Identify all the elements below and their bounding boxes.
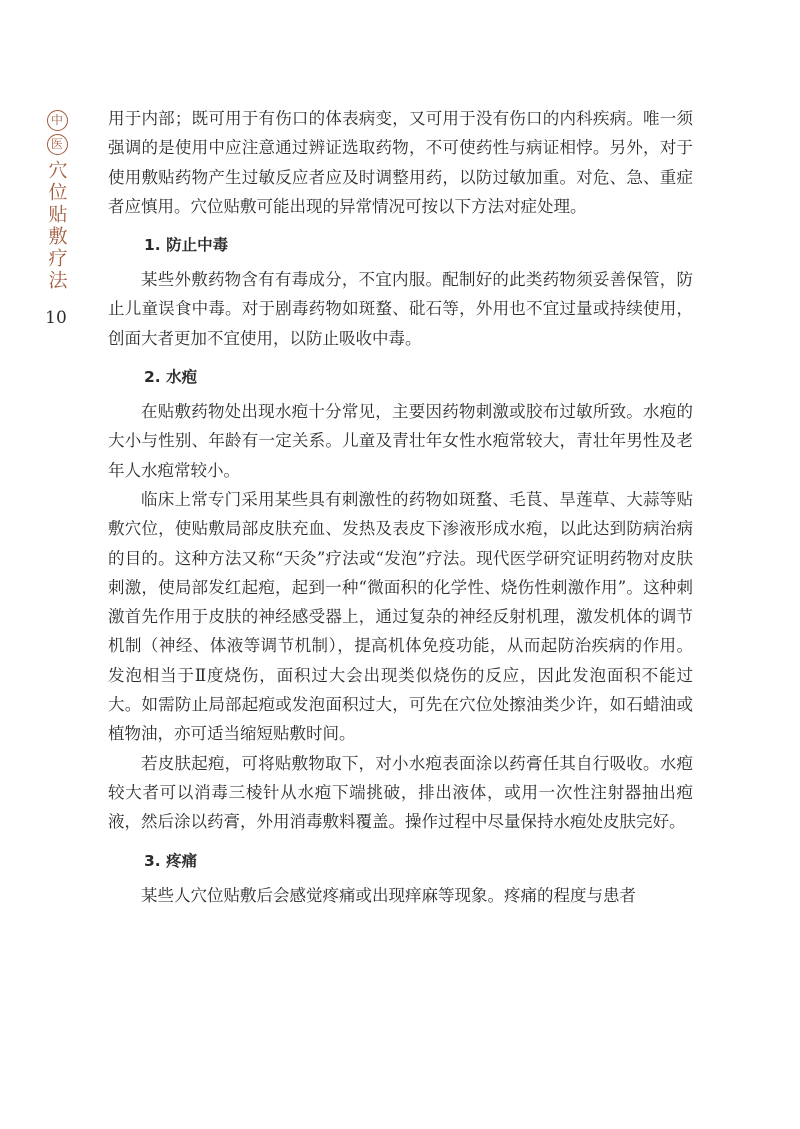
- circle-char-zhong: 中: [47, 110, 68, 131]
- book-title-sidebar: [40, 110, 74, 292]
- page-number: 10: [45, 308, 67, 328]
- book-title: 穴位贴敷疗法: [45, 160, 68, 292]
- circle-char-yi: 医: [47, 134, 68, 155]
- section-2-paragraph-1: 在贴敷药物处出现水疱十分常见，主要因药物刺激或胶布过敏所致。水疱的大小与性别、年龄有一定关系。儿童及青壮年女性水疱常较大，青壮年男性及老年人水疱常较小。: [108, 402, 693, 480]
- page-body: [108, 104, 693, 910]
- intro-paragraph: 用于内部；既可用于有伤口的体表病变，又可用于没有伤口的内科疾病。唯一须强调的是使用中应注意通过辨证选取药物，不可使药性与病证相悖。另外，对于使用敷贴药物产生过敏反应者应及时调整用药，以防过敏加重。对危、急、重症者应慎用。穴位贴敷可能出现的异常情况可按以下方法对症处理。: [108, 109, 693, 216]
- section-heading-1: 1. 防止中毒: [144, 236, 229, 255]
- section-heading-2: 2. 水疱: [144, 368, 198, 387]
- section-3-paragraph-1: 某些人穴位贴敷后会感觉疼痛或出现痒麻等现象。疼痛的程度与患者: [141, 885, 636, 905]
- section-2-paragraph-2: 临床上常专门采用某些具有刺激性的药物如斑蝥、毛茛、旱莲草、大蒜等贴敷穴位，使贴敷局部皮肤充血、发热及表皮下渗液形成水疱，以此达到防病治病的目的。这种方法又称“天灸”疗法或“发泡”疗法。现代医学研究证明药物对皮肤刺激，使局部发红起疱，起到一种“微面积的化学性、烧伤性刺激作用”。这种刺激首先作用于皮肤的神经感受器上，通过复杂的神经反射机理，激发机体的调节机制（神经、体液等调节机制），提高机体免疫功能，从而起防治疾病的作用。发泡相当于Ⅱ度烧伤，面积过大会出现类似烧伤的反应，因此发泡面积不能过大。如需防止局部起疱或发泡面积过大，可先在穴位处擦油类少许，如石蜡油或植物油，亦可适当缩短贴敷时间。: [108, 489, 693, 744]
- section-2-paragraph-3: 若皮肤起疱，可将贴敷物取下，对小水疱表面涂以药膏任其自行吸收。水疱较大者可以消毒三棱针从水疱下端挑破，排出液体，或用一次性注射器抽出疱液，然后涂以药膏，外用消毒敷料覆盖。操作过程中尽量保持水疱处皮肤完好。: [108, 753, 693, 832]
- section-1-paragraph-1: 某些外敷药物含有有毒成分，不宜内服。配制好的此类药物须妥善保管，防止儿童误食中毒。对于剧毒药物如斑蝥、砒石等，外用也不宜过量或持续使用，创面大者更加不宜使用，以防止吸收中毒。: [108, 270, 693, 348]
- section-heading-3: 3. 疼痛: [144, 851, 198, 870]
